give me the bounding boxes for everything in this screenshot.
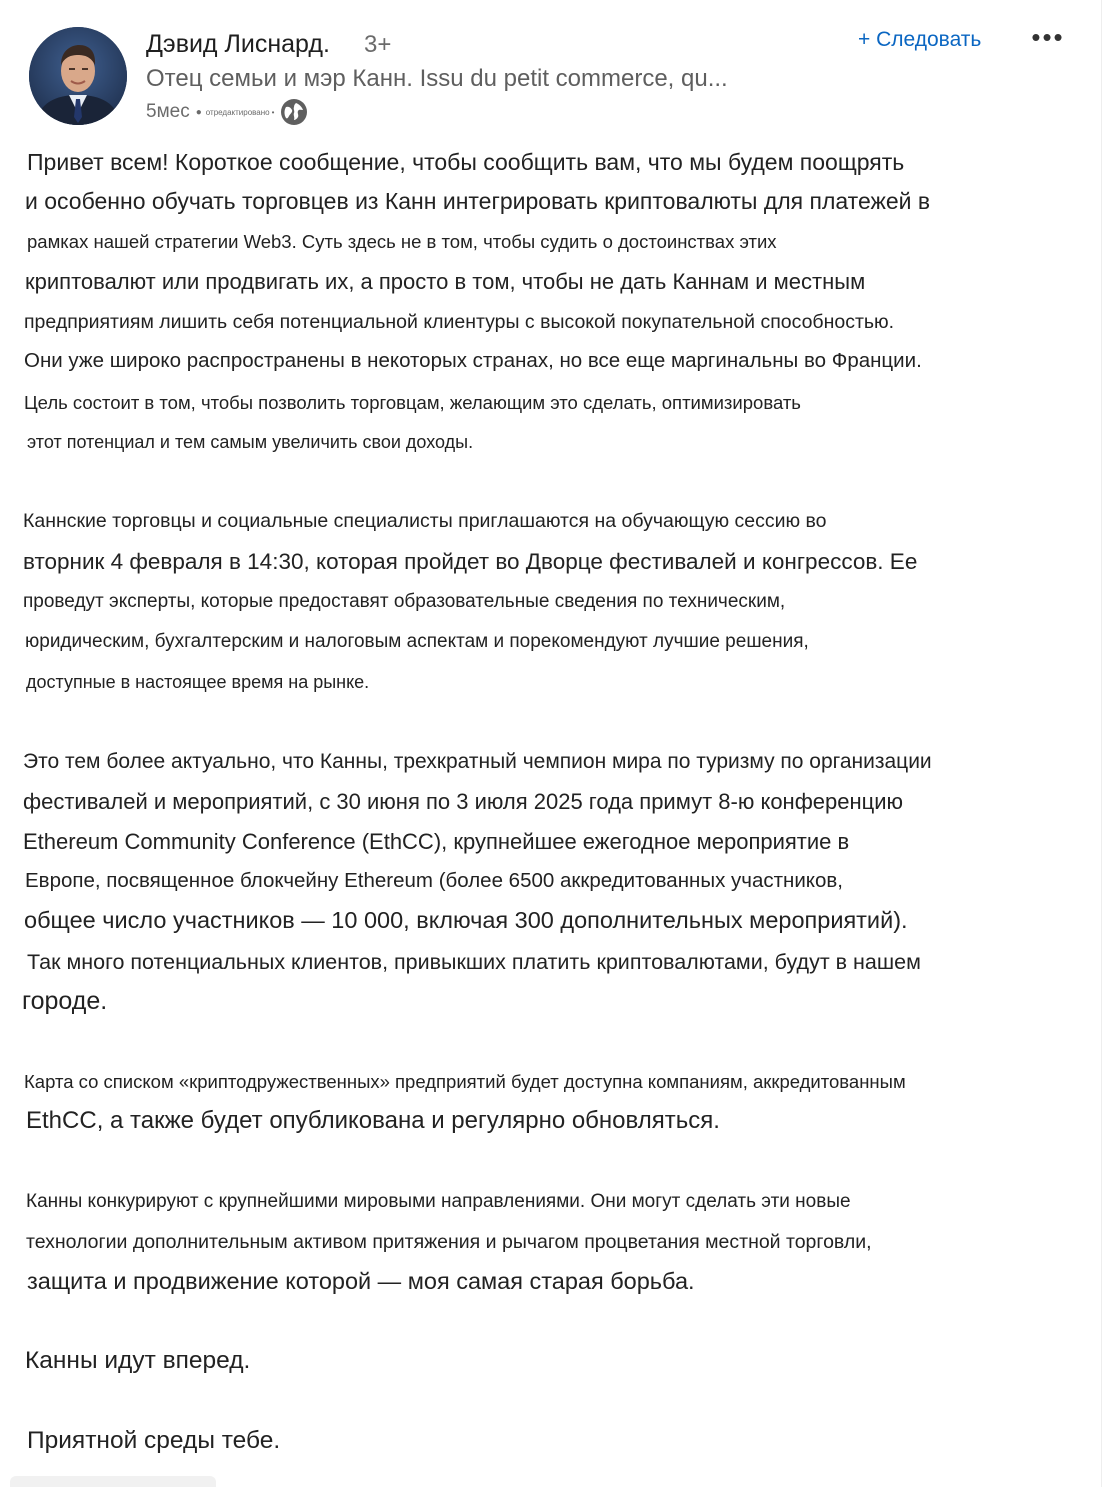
post-line: технологии дополнительным активом притяжения и рычагом процветания местной торговли,	[26, 1231, 872, 1253]
more-options-button[interactable]: •••	[1031, 22, 1065, 52]
post-line: городе.	[22, 987, 108, 1015]
post-line: Цель состоит в том, чтобы позволить торговцам, желающим это сделать, оптимизировать	[24, 392, 801, 413]
post-line: Канны конкурируют с крупнейшими мировыми направлениями. Они могут сделать эти новые	[26, 1191, 851, 1212]
edited-label: отредактировано	[205, 107, 270, 117]
author-name[interactable]: Дэвид Лиснард.	[146, 30, 330, 58]
post-line: Так много потенциальных клиентов, привыкших платить криптовалютами, будут в нашем	[27, 950, 921, 974]
post-line: общее число участников — 10 000, включая 300 дополнительных мероприятий).	[24, 907, 908, 933]
post-line: фестивалей и мероприятий, с 30 июня по 3 июля 2025 года примут 8-ю конференцию	[23, 789, 904, 814]
post-line: этот потенциал и тем самым увеличить свои доходы.	[27, 432, 474, 452]
post-line: Это тем более актуально, что Канны, трехкратный чемпион мира по туризму по организации	[23, 750, 932, 773]
post-line: рамках нашей стратегии Web3. Суть здесь не в том, чтобы судить о достоинствах этих	[27, 231, 777, 252]
post-time: 5мес	[146, 101, 190, 122]
author-headline[interactable]: Отец семьи и мэр Канн. Issu du petit commerce, qu...	[146, 65, 728, 92]
post-line: юридическим, бухгалтерским и налоговым аспектам и порекомендуют лучшие решения,	[25, 631, 809, 652]
post-line: доступные в настоящее время на рынке.	[26, 672, 370, 692]
post-line: EthCC, а также будет опубликована и регулярно обновляться.	[26, 1107, 720, 1134]
post-line: вторник 4 февраля в 14:30, которая пройдет во Дворце фестивалей и конгрессов. Ее	[23, 549, 918, 574]
separator-dot: ●	[195, 106, 202, 118]
avatar[interactable]	[29, 27, 127, 125]
post-line: Привет всем! Короткое сообщение, чтобы сообщить вам, что мы будем поощрять	[27, 149, 905, 175]
post-line: предприятиям лишить себя потенциальной клиентуры с высокой покупательной способностью.	[24, 311, 895, 333]
globe-icon	[280, 98, 308, 126]
post-line: защита и продвижение которой — моя самая старая борьба.	[27, 1268, 695, 1294]
post-line: Канны идут вперед.	[25, 1347, 251, 1374]
post-meta	[146, 99, 308, 125]
post-line: Ethereum Community Conference (EthCC), крупнейшее ежегодное мероприятие в	[23, 829, 850, 854]
separator-dot: •	[271, 107, 275, 117]
follow-button[interactable]: + Следовать	[858, 28, 982, 51]
post-line: Карта со списком «криптодружественных» предприятий будет доступна компаниям, аккредитованным	[24, 1071, 906, 1092]
post-line: проведут эксперты, которые предоставят образовательные сведения по техническим,	[23, 591, 786, 612]
post-line: и особенно обучать торговцев из Канн интегрировать криптовалюты для платежей в	[25, 188, 931, 214]
post-line: криптовалют или продвигать их, а просто в том, чтобы не дать Каннам и местным	[25, 269, 866, 294]
avatar-portrait-icon	[29, 27, 127, 125]
post-line: Европе, посвященное блокчейну Ethereum (более 6500 аккредитованных участников,	[25, 869, 843, 892]
post-line: Каннские торговцы и социальные специалисты приглашаются на обучающую сессию во	[23, 510, 827, 532]
connection-degree: 3+	[364, 31, 392, 58]
post-line: Они уже широко распространены в некоторых странах, но все еще маргинальны во Франции.	[24, 349, 922, 372]
post-line: Приятной среды тебе.	[27, 1427, 281, 1454]
bottom-reaction-bar	[10, 1476, 216, 1487]
